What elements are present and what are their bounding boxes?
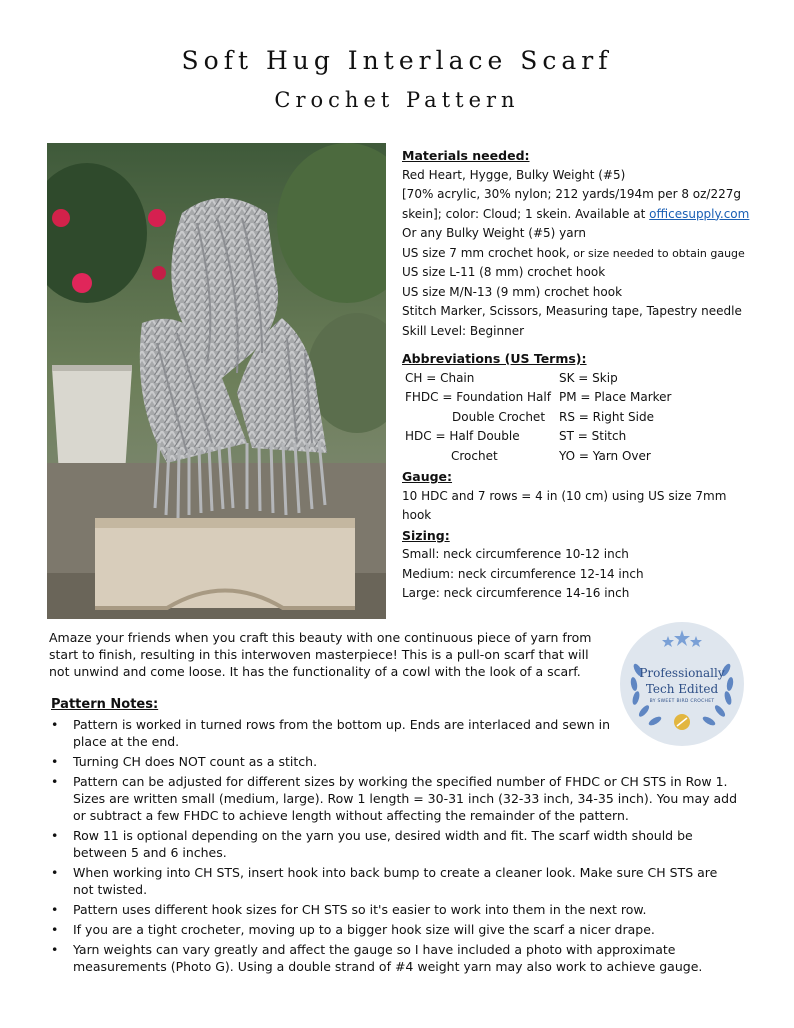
badge-line2: Tech Edited: [645, 682, 719, 696]
materials-line: [70% acrylic, 30% nylon; 212 yards/194m per 8 oz/227g: [402, 187, 741, 201]
materials-line: Red Heart, Hygge, Bulky Weight (#5): [402, 167, 626, 182]
pattern-note: • If you are a tight crocheter, moving up to a bigger hook size will give the scarf a nicer drape.: [51, 921, 741, 938]
intro-line: start to finish, resulting in this interwoven masterpiece! This is a pull-on scarf that will: [49, 647, 589, 662]
sizing-heading: Sizing:: [402, 527, 450, 543]
abbreviation-term: PM = Place Marker: [559, 390, 672, 404]
materials-section: [402, 146, 772, 341]
materials-line: Stitch Marker, Scissors, Measuring tape, Tapestry needle: [402, 304, 742, 318]
abbreviation-term: CH = Chain: [405, 370, 475, 385]
pattern-notes-heading: Pattern Notes:: [51, 697, 159, 712]
materials-line: Or any Bulky Weight (#5) yarn: [402, 226, 586, 240]
abbreviation-term: SK = Skip: [559, 370, 618, 385]
abbreviations-section: [402, 349, 772, 466]
sizing-medium: Medium: neck circumference 12-14 inch: [402, 566, 644, 581]
abbreviation-term: ST = Stitch: [559, 429, 627, 443]
intro-paragraph: [49, 629, 609, 680]
gauge-heading: Gauge:: [402, 469, 453, 484]
intro-line: Amaze your friends when you craft this beauty with one continuous piece of yarn from: [49, 630, 592, 645]
pattern-note: • Pattern can be adjusted for different sizes by working the specified number of FHDC or CH STS in Row 1. Sizes are written small (medium, large). Row 1 length = 30-31 inch (32-33 inch, 34-35 inch). You may add or subtract a few FHDC to achieve length without affecting the remainder of the pattern.: [51, 773, 741, 824]
pattern-notes-list: [51, 716, 741, 978]
pattern-subtitle: Crochet Pattern: [274, 88, 520, 112]
abbreviation-term: Double Crochet: [452, 409, 546, 424]
scarf-photo: [47, 143, 386, 619]
abbreviation-row: [402, 427, 772, 447]
abbreviations-heading: Abbreviations (US Terms):: [402, 351, 587, 366]
abbreviation-term: YO = Yarn Over: [559, 448, 651, 463]
abbreviation-term: HDC = Half Double: [405, 429, 520, 443]
abbreviation-row: [402, 369, 772, 389]
sizing-small: Small: neck circumference 10-12 inch: [402, 547, 629, 561]
abbreviation-term: Crochet: [451, 448, 498, 463]
pattern-note: • Pattern uses different hook sizes for CH STS so it's easier to work into them in the next row.: [51, 901, 741, 918]
abbreviation-term: FHDC = Foundation Half: [405, 390, 551, 404]
officesupply-link[interactable]: officesupply.com: [649, 206, 750, 221]
gauge-note: or size needed to obtain gauge: [569, 246, 745, 260]
materials-text: US size 7 mm crochet hook,: [402, 245, 570, 260]
gauge-sizing-section: [402, 467, 742, 604]
pattern-note: • Turning CH does NOT count as a stitch.: [51, 753, 741, 770]
pattern-title: Soft Hug Interlace Scarf: [181, 46, 613, 75]
pattern-note: • Row 11 is optional depending on the yarn you use, desired width and fit. The scarf width should be between 5 and 6 inches.: [51, 827, 741, 861]
materials-line: US size L-11 (8 mm) crochet hook: [402, 265, 606, 279]
badge-line3: BY SWEET BIRD CROCHET: [649, 699, 715, 704]
gauge-line: hook: [402, 508, 432, 522]
sizing-large: Large: neck circumference 14-16 inch: [402, 586, 630, 600]
materials-line: [402, 205, 772, 225]
pattern-note: • Yarn weights can vary greatly and affect the gauge so I have included a photo with approximate measurements (Photo G). Using a double strand of #4 weight yarn may also work to achieve gauge.: [51, 941, 741, 975]
abbreviation-term: RS = Right Side: [559, 409, 655, 424]
pattern-note: • Pattern is worked in turned rows from the bottom up. Ends are interlaced and sewn in place at the end.: [51, 716, 611, 750]
abbreviation-row: [402, 447, 772, 467]
materials-text: skein]; color: Cloud; 1 skein. Available at: [402, 206, 650, 221]
abbreviation-row: [402, 388, 772, 408]
materials-line: [402, 244, 772, 264]
materials-line: US size M/N-13 (9 mm) crochet hook: [402, 284, 623, 299]
intro-line: not unwind and come loose. It has the functionality of a cowl with the look of a scarf.: [49, 664, 581, 679]
pattern-note: • When working into CH STS, insert hook into back bump to create a cleaner look. Make sure CH STS are not twisted.: [51, 864, 741, 898]
materials-heading: Materials needed:: [402, 148, 530, 163]
badge-line1: Professionally: [639, 666, 725, 680]
skill-level: Skill Level: Beginner: [402, 323, 525, 338]
abbreviation-row: [402, 408, 772, 428]
gauge-line: 10 HDC and 7 rows = 4 in (10 cm) using US size 7mm: [402, 488, 727, 503]
